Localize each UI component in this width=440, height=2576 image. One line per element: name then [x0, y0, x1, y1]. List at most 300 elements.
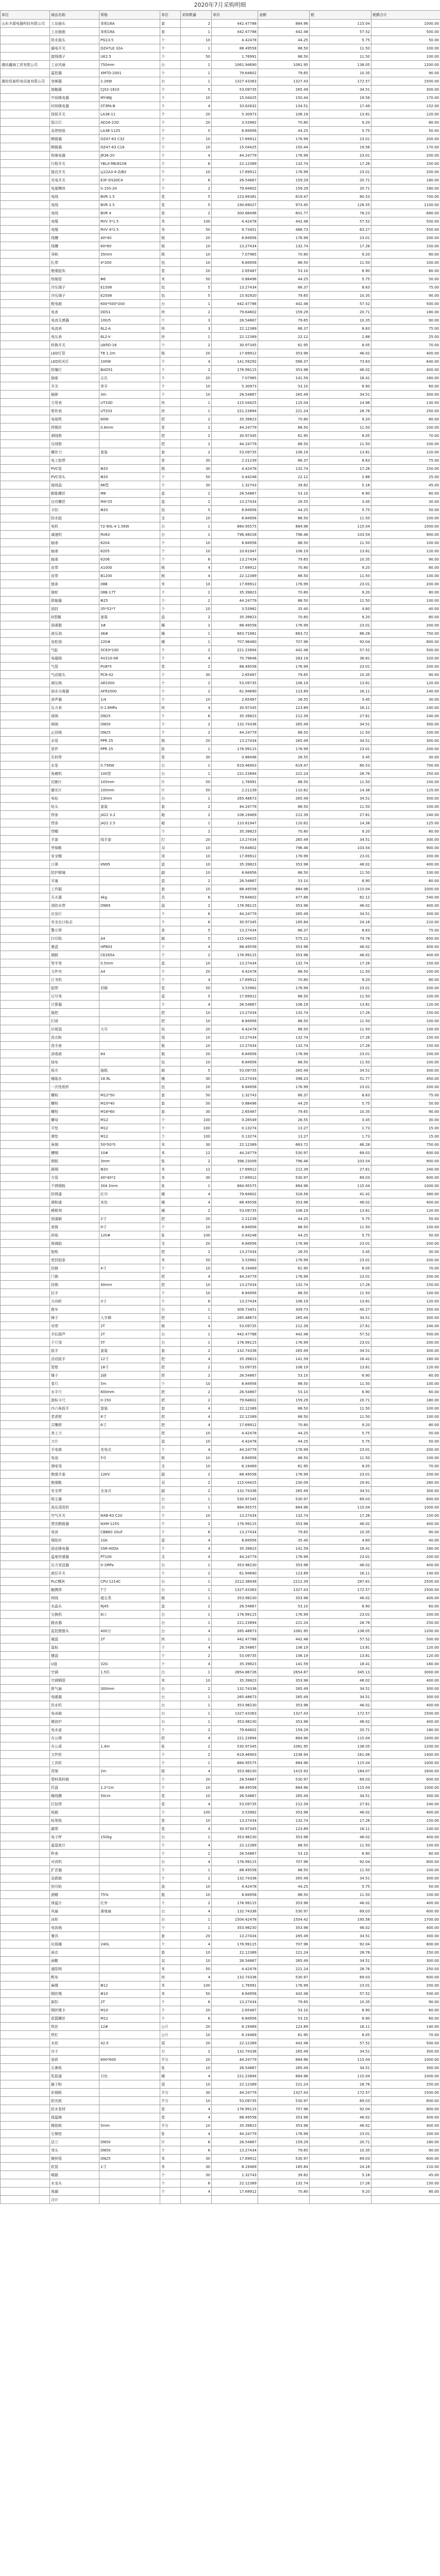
table-row — [1, 473, 440, 481]
table-row — [1, 1174, 440, 1182]
cell-qty: 1 — [181, 819, 212, 827]
cell-qty: 20 — [181, 1083, 212, 1091]
table-row — [1, 267, 440, 275]
cell-uom: 米 — [160, 2155, 181, 2163]
cell-tax: 57.52 — [310, 1635, 371, 1643]
table-row — [1, 1404, 440, 1413]
table-row — [1, 1512, 440, 1520]
cell-unit — [1, 2047, 50, 2056]
cell-name: 电线 — [50, 209, 99, 217]
cell-uom: 支 — [160, 1240, 181, 1248]
cell-total: 200.00 — [371, 663, 440, 671]
cell-unit — [1, 1462, 50, 1470]
cell-price: 2212.38938 — [212, 1578, 258, 1586]
cell-unit — [1, 2113, 50, 2122]
cell-amount: 265.49 — [258, 737, 310, 745]
cell-unit — [1, 349, 50, 358]
cell-qty: 10 — [181, 844, 212, 852]
cell-tax: 138.05 — [310, 1742, 371, 1751]
cell-price: 176.99115 — [212, 1611, 258, 1619]
cell-tax: 46.02 — [310, 951, 371, 959]
cell-tax: 28.76 — [310, 1948, 371, 1957]
cell-name: 钢丝绳 — [50, 1990, 99, 1998]
cell-uom: 台 — [160, 1619, 181, 1627]
table-row — [1, 572, 440, 580]
cell-qty: 10 — [181, 605, 212, 613]
cell-total: 600.00 — [371, 2155, 440, 2163]
cell-price: 88.49558 — [212, 663, 258, 671]
cell-spec — [99, 1001, 160, 1009]
cell-unit — [1, 2080, 50, 2089]
cell-amount: 176.99 — [258, 1240, 310, 1248]
cell-price: 88.49558 — [212, 1198, 258, 1207]
cell-spec — [99, 1734, 160, 1742]
table-row — [1, 704, 440, 712]
cell-amount: 88.50 — [258, 440, 310, 448]
cell-tax: 11.50 — [310, 1058, 371, 1066]
cell-tax: 11.50 — [310, 1891, 371, 1899]
cell-amount: 53.10 — [258, 2014, 310, 2023]
table-row — [1, 539, 440, 547]
cell-qty: 1 — [181, 1586, 212, 1594]
cell-tax: 115.04 — [310, 1182, 371, 1190]
cell-uom: 个 — [160, 597, 181, 605]
cell-unit — [1, 704, 50, 712]
cell-name: 配电箱 — [50, 300, 99, 308]
cell-spec — [99, 514, 160, 522]
cell-uom: 米 — [160, 580, 181, 588]
cell-tax: 34.51 — [310, 1874, 371, 1883]
cell-qty: 4 — [181, 572, 212, 580]
cell-spec: JR36-20 — [99, 151, 160, 160]
cell-name: 镀锌管 — [50, 2155, 99, 2163]
cell-qty: 50 — [181, 786, 212, 794]
cell-qty: 1 — [181, 1594, 212, 1602]
cell-price: 132.74336 — [212, 720, 258, 728]
cell-amount: 70.80 — [258, 588, 310, 597]
cell-name: 线槽 — [50, 242, 99, 250]
cell-uom: 个 — [160, 1124, 181, 1132]
cell-spec: LJ12A3-4-Z/BX — [99, 168, 160, 176]
cell-uom: 块 — [160, 399, 181, 407]
cell-uom: 包 — [160, 1058, 181, 1066]
cell-unit — [1, 69, 50, 77]
cell-unit — [1, 1635, 50, 1643]
cell-qty: 4 — [181, 1643, 212, 1652]
cell-price: 70.79646 — [212, 654, 258, 663]
table-row — [1, 1742, 440, 1751]
cell-unit — [1, 143, 50, 151]
cell-unit — [1, 1404, 50, 1413]
cell-spec: 08B — [99, 580, 160, 588]
cell-name: 电暖器 — [50, 1693, 99, 1701]
cell-qty: 10 — [181, 391, 212, 399]
cell-spec: M4*25 — [99, 498, 160, 506]
cell-price: 22.12389 — [212, 160, 258, 168]
cell-name: 网线 — [50, 1594, 99, 1602]
cell-unit — [1, 1784, 50, 1792]
cell-price: 26.54867 — [212, 1957, 258, 1965]
cell-tax: 34.51 — [310, 1314, 371, 1322]
cell-total: 70.00 — [371, 1462, 440, 1470]
cell-uom: 个 — [160, 1132, 181, 1141]
cell-total: 90.00 — [371, 1528, 440, 1536]
cell-unit — [1, 943, 50, 951]
cell-price: 884.95575 — [212, 1503, 258, 1512]
cell-name: 钳形表 — [50, 407, 99, 415]
cell-qty: 6 — [181, 1528, 212, 1536]
cell-unit — [1, 242, 50, 250]
cell-name: 接线端子 — [50, 53, 99, 61]
cell-tax: 46.02 — [310, 1718, 371, 1726]
cell-price: 8.84956 — [212, 514, 258, 522]
table-row — [1, 391, 440, 399]
cell-amount: 176.99 — [258, 1050, 310, 1058]
table-row — [1, 1932, 440, 1940]
cell-name: 餐具 — [50, 1932, 99, 1940]
cell-qty: 6 — [181, 2179, 212, 2188]
cell-spec: E1508 — [99, 283, 160, 292]
cell-spec: 大号 — [99, 1025, 160, 1033]
cell-name: 固态继电器 — [50, 1545, 99, 1553]
table-row — [1, 1248, 440, 1256]
cell-qty: 4 — [181, 564, 212, 572]
cell-name: 万向轮 — [50, 1297, 99, 1306]
cell-uom: 个 — [160, 1751, 181, 1759]
cell-unit — [1, 2056, 50, 2064]
cell-unit — [1, 992, 50, 1001]
cell-unit — [1, 2188, 50, 2196]
cell-unit — [1, 1668, 50, 1676]
cell-unit — [1, 1033, 50, 1042]
table-row — [1, 1396, 440, 1404]
cell-qty: 20 — [181, 1775, 212, 1784]
cell-qty: 10 — [181, 259, 212, 267]
cell-amount: 442.48 — [258, 1990, 310, 1998]
cell-unit — [1, 1800, 50, 1808]
cell-unit — [1, 193, 50, 201]
cell-qty: 10 — [181, 1784, 212, 1792]
cell-total: 50.00 — [371, 1883, 440, 1891]
cell-qty: 4 — [181, 2072, 212, 2080]
cell-uom: 把 — [160, 415, 181, 423]
cell-total: 300.00 — [371, 910, 440, 918]
cell-unit — [1, 539, 50, 547]
cell-uom: 卷 — [160, 209, 181, 217]
cell-price: 33.62832 — [212, 102, 258, 110]
table-row — [1, 1965, 440, 1973]
table-row — [1, 94, 440, 102]
cell-qty: 2 — [181, 1685, 212, 1693]
table-row — [1, 1866, 440, 1874]
cell-name: 卷尺 — [50, 1380, 99, 1388]
cell-tax: 57.52 — [310, 2039, 371, 2047]
cell-qty: 1 — [181, 531, 212, 539]
cell-uom: 支 — [160, 514, 181, 522]
cell-qty: 1 — [181, 1701, 212, 1709]
cell-uom: 个 — [160, 473, 181, 481]
cell-amount: 353.98 — [258, 1520, 310, 1528]
cell-total: 80.00 — [371, 588, 440, 597]
cell-unit — [1, 456, 50, 465]
cell-name: 焊条 — [50, 819, 99, 827]
cell-tax: 23.01 — [310, 1050, 371, 1058]
cell-total: 120.00 — [371, 1643, 440, 1652]
cell-amount: 884.96 — [258, 2072, 310, 2080]
cell-spec — [99, 432, 160, 440]
cell-spec: 2m — [99, 1767, 160, 1775]
cell-spec — [99, 918, 160, 926]
cell-name: 刀片 — [50, 1437, 99, 1446]
cell-tax: 27.61 — [310, 1322, 371, 1330]
cell-qty: 100 — [181, 1231, 212, 1240]
cell-name: 钢板 — [50, 1157, 99, 1165]
cell-total: 100.00 — [371, 1841, 440, 1850]
cell-total: 200.00 — [371, 1470, 440, 1479]
cell-total: 90.00 — [371, 2146, 440, 2155]
cell-spec — [99, 1883, 160, 1891]
cell-name: 按钮开关 — [50, 110, 99, 118]
cell-name: 饮水机 — [50, 1701, 99, 1709]
cell-total: 320.00 — [371, 654, 440, 663]
table-row — [1, 1792, 440, 1800]
cell-uom: 个 — [160, 160, 181, 168]
cell-total: 30.00 — [371, 1248, 440, 1256]
cell-total: 400.00 — [371, 1808, 440, 1817]
cell-spec: 600*500*200 — [99, 300, 160, 308]
cell-price: 2.21239 — [212, 786, 258, 794]
cell-spec: 32G — [99, 1660, 160, 1668]
cell-amount: 353.98 — [258, 1899, 310, 1907]
cell-amount: 132.74 — [258, 242, 310, 250]
cell-amount: 53.10 — [258, 2006, 310, 2014]
cell-unit — [1, 1141, 50, 1149]
table-row — [1, 1643, 440, 1652]
cell-uom: 个 — [160, 687, 181, 696]
cell-amount: 141.59 — [258, 1355, 310, 1363]
cell-amount: 1238.94 — [258, 1751, 310, 1759]
cell-unit — [1, 877, 50, 885]
cell-unit — [1, 1553, 50, 1561]
cell-tax: 34.51 — [310, 2047, 371, 2056]
cell-spec: M12 — [99, 2014, 160, 2023]
cell-price: 13.27434 — [212, 1817, 258, 1825]
cell-qty: 10 — [181, 1009, 212, 1017]
col-header: 商品名称 — [50, 11, 99, 20]
cell-name: 平垫 — [50, 1124, 99, 1132]
cell-unit — [1, 1363, 50, 1371]
cell-total: 600.00 — [371, 1174, 440, 1182]
cell-unit — [1, 564, 50, 572]
cell-price: 0.88496 — [212, 1099, 258, 1108]
cell-uom: 个 — [160, 728, 181, 737]
cell-total: 100.00 — [371, 869, 440, 877]
cell-unit — [1, 770, 50, 778]
cell-total: 100.00 — [371, 1404, 440, 1413]
cell-price: 15.04425 — [212, 94, 258, 102]
cell-spec: 12# — [99, 2023, 160, 2031]
cell-total: 125.00 — [371, 819, 440, 827]
cell-name: 空气开关 — [50, 1512, 99, 1520]
cell-total: 1700.00 — [371, 1916, 440, 1924]
cell-qty: 2 — [181, 1520, 212, 1528]
cell-amount: 530.97 — [258, 1775, 310, 1784]
cell-name: 洗手液 — [50, 1042, 99, 1050]
table-row — [1, 1124, 440, 1132]
cell-amount: 106.19 — [258, 1643, 310, 1652]
cell-tax: 13.81 — [310, 1363, 371, 1371]
cell-total: 200.00 — [371, 1273, 440, 1281]
table-row — [1, 110, 440, 118]
cell-unit — [1, 1273, 50, 1281]
cell-spec — [99, 2196, 160, 2204]
cell-spec: E2508 — [99, 292, 160, 300]
cell-unit — [1, 1240, 50, 1248]
cell-spec — [99, 1948, 160, 1957]
table-row — [1, 1916, 440, 1924]
cell-unit — [1, 1487, 50, 1495]
cell-name: 办公椅 — [50, 1734, 99, 1742]
cell-amount: 176.99 — [258, 580, 310, 588]
cell-spec — [99, 1503, 160, 1512]
cell-uom: 台 — [160, 1330, 181, 1338]
cell-tax: 8.63 — [310, 456, 371, 465]
cell-price: 1.76991 — [212, 1981, 258, 1990]
cell-unit — [1, 135, 50, 143]
cell-spec: M8 — [99, 489, 160, 498]
cell-name: 抹布 — [50, 1058, 99, 1066]
cell-unit — [1, 1957, 50, 1965]
cell-name: 线槽 — [50, 234, 99, 242]
cell-uom: 包 — [160, 506, 181, 514]
cell-name: 标签纸 — [50, 1817, 99, 1825]
cell-spec: BAD51 — [99, 366, 160, 374]
cell-unit — [1, 1742, 50, 1751]
cell-price: 88.49558 — [212, 1784, 258, 1792]
cell-spec: 人字梯 — [99, 1314, 160, 1322]
cell-total: 400.00 — [371, 1676, 440, 1685]
cell-uom: 个 — [160, 316, 181, 325]
cell-uom: 个 — [160, 671, 181, 679]
cell-price: 9.73451 — [212, 226, 258, 234]
cell-uom: 盒 — [160, 860, 181, 869]
cell-total: 60.00 — [371, 382, 440, 391]
cell-uom: 个 — [160, 135, 181, 143]
cell-unit — [1, 209, 50, 217]
cell-qty: 5 — [181, 292, 212, 300]
cell-total: 210.00 — [371, 2163, 440, 2171]
cell-qty: 1 — [181, 1182, 212, 1190]
cell-unit — [1, 1388, 50, 1396]
cell-uom: 个 — [160, 53, 181, 61]
cell-amount: 530.97 — [258, 1973, 310, 1981]
cell-name: 焊锡丝 — [50, 423, 99, 432]
table-row — [1, 1264, 440, 1273]
cell-spec: 105mm — [99, 778, 160, 786]
cell-qty: 30 — [181, 2171, 212, 2179]
table-row — [1, 135, 440, 143]
cell-amount: 88.50 — [258, 1289, 310, 1297]
cell-spec: 2.2KW — [99, 77, 160, 86]
cell-price: 115.04425 — [212, 399, 258, 407]
cell-qty: 2 — [181, 803, 212, 811]
cell-unit — [1, 1149, 50, 1157]
cell-qty: 10 — [181, 1289, 212, 1297]
cell-price: 176.99115 — [212, 2105, 258, 2113]
cell-uom: 个 — [160, 1545, 181, 1553]
cell-amount: 796.46 — [258, 531, 310, 539]
sheet-title: 2020年7月采购明细 — [194, 2, 246, 8]
cell-name: 推车 — [50, 1306, 99, 1314]
cell-price: 26.54867 — [212, 1775, 258, 1784]
cell-unit — [1, 1058, 50, 1066]
cell-tax: 10.35 — [310, 292, 371, 300]
cell-amount: 88.50 — [258, 1380, 310, 1388]
table-row — [1, 415, 440, 423]
cell-name: 焊条 — [50, 811, 99, 819]
cell-tax: 23.01 — [310, 135, 371, 143]
cell-uom: 卷 — [160, 1800, 181, 1808]
cell-uom: 台 — [160, 1907, 181, 1916]
cell-price: 35.39823 — [212, 2122, 258, 2130]
cell-amount: 134.51 — [258, 102, 310, 110]
table-row — [1, 1594, 440, 1602]
cell-spec: 40*40 — [99, 234, 160, 242]
cell-total: 300.00 — [371, 737, 440, 745]
table-row — [1, 1215, 440, 1223]
cell-amount: 265.49 — [258, 1347, 310, 1355]
table-row — [1, 1338, 440, 1347]
cell-spec: DZ47LE 32A — [99, 44, 160, 53]
cell-price: 26.54867 — [212, 2138, 258, 2146]
cell-spec: 0.5mm — [99, 959, 160, 968]
cell-uom: 个 — [160, 151, 181, 160]
cell-tax: 115.04 — [310, 1503, 371, 1512]
cell-uom: 片 — [160, 778, 181, 786]
cell-tax: 34.51 — [310, 1066, 371, 1075]
cell-unit — [1, 1940, 50, 1948]
cell-price: 26.54867 — [212, 2064, 258, 2072]
cell-uom: 桶 — [160, 1190, 181, 1198]
cell-unit — [1, 597, 50, 605]
cell-total: 250.00 — [371, 407, 440, 415]
table-row — [1, 250, 440, 259]
cell-tax: 103.54 — [310, 1157, 371, 1165]
cell-total: 40.00 — [371, 605, 440, 613]
cell-tax: 11.50 — [310, 1866, 371, 1874]
cell-price: 884.95575 — [212, 1759, 258, 1767]
cell-unit — [1, 1676, 50, 1685]
cell-tax: 16.11 — [310, 2023, 371, 2031]
cell-spec: RVV 4*2.5 — [99, 226, 160, 234]
cell-tax: 13.81 — [310, 1297, 371, 1306]
cell-spec: RV63 — [99, 531, 160, 539]
cell-name: 链条 — [50, 580, 99, 588]
cell-spec: M12 — [99, 1124, 160, 1132]
cell-amount: 132.74 — [258, 1042, 310, 1050]
cell-total: 100.00 — [371, 728, 440, 737]
cell-total: 250.00 — [371, 2080, 440, 2089]
cell-total: 50.00 — [371, 1429, 440, 1437]
cell-amount: 132.74 — [258, 1009, 310, 1017]
cell-amount: 530.97 — [258, 1174, 310, 1182]
cell-name: U盘 — [50, 1660, 99, 1668]
cell-qty: 6 — [181, 910, 212, 918]
cell-name: 转换开关 — [50, 341, 99, 349]
cell-name: 电水壶 — [50, 1726, 99, 1734]
cell-total: 240.00 — [371, 712, 440, 720]
cell-total: 100.00 — [371, 803, 440, 811]
